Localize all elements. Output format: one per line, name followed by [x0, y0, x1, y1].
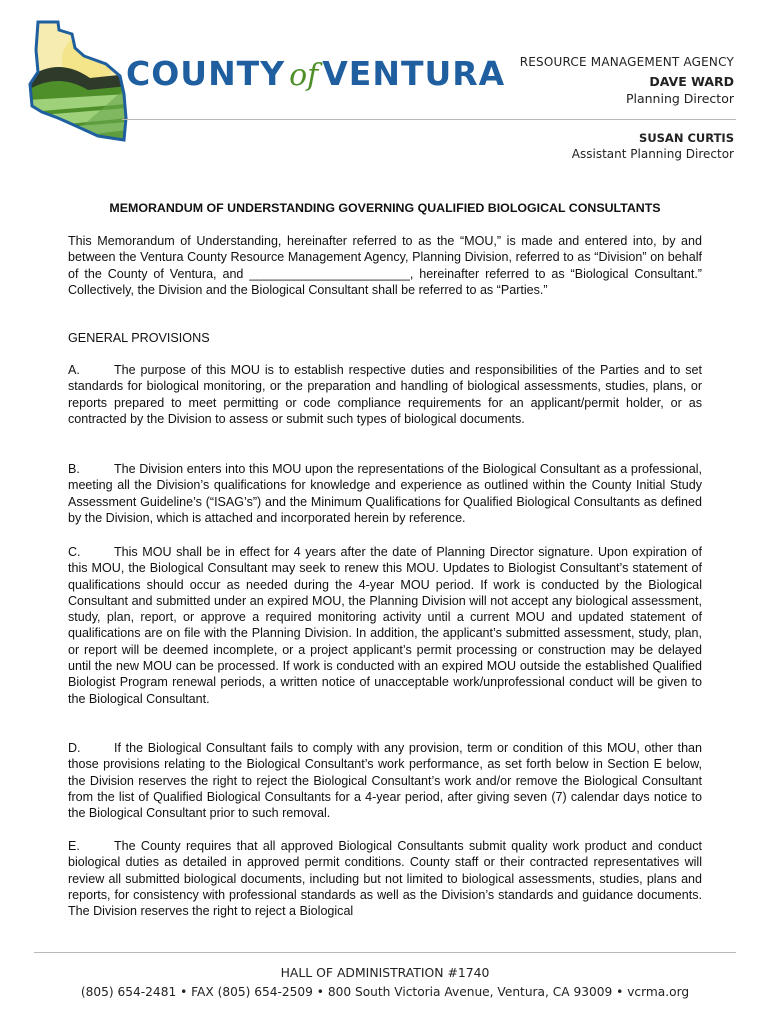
- provision-a: [68, 362, 702, 427]
- assistant-name: SUSAN CURTIS: [639, 131, 734, 145]
- county-map-logo-icon: [28, 20, 128, 142]
- provision-text: The Division enters into this MOU upon the representations of the Biological Consultant as a professional, meeting all the Division’s qualifications for knowledge and experience as outlined within the County Initial Study Assessment Guideline’s (“ISAG’s”) and the Minimum Qualifications for Qualified Biological Consultants as defined by the Division, which is attached and incorporated herein by reference.: [68, 462, 702, 525]
- agency-name: RESOURCE MANAGEMENT AGENCY: [519, 55, 734, 69]
- brand-of: of: [289, 58, 319, 93]
- assistant-title: Assistant Planning Director: [571, 147, 734, 161]
- brand-county: COUNTY: [126, 54, 286, 93]
- provision-d: [68, 740, 702, 821]
- provision-label: B.: [68, 462, 80, 476]
- provision-label: C.: [68, 545, 81, 559]
- provision-text: This MOU shall be in effect for 4 years after the date of Planning Director signature. Upon expiration of this MOU, the Biological Consultant may seek to renew this MOU. Updates to Biologist Consultant’s statement of qualifications should occur as needed during the 4-year MOU period. If work is conducted by the Biological Consultant and submitted under an expired MOU, the Planning Division will not accept any biological assessment, study, plan, report, or approve a required monitoring activity until a current MOU and updated statement of qualifications are on file with the Planning Division. In addition, the applicant’s submitted assessment, study, plan, or report will be deemed incomplete, or a project applicant’s permit processing or construction may be delayed until the new MOU can be processed. If work is conducted with an expired MOU outside the established Qualified Biologist Program renewal periods, a written notice of unacceptable work/unprofessional conduct will be given to the Biological Consultant.: [68, 545, 702, 706]
- document-title: MEMORANDUM OF UNDERSTANDING GOVERNING QUALIFIED BIOLOGICAL CONSULTANTS: [109, 201, 661, 215]
- header-divider: [122, 119, 736, 120]
- provision-text: The County requires that all approved Biological Consultants submit quality work product and conduct biological duties as detailed in approved permit conditions. County staff or their contracted representatives will review all submitted biological documents, including but not limited to biological assessments, studies, plans and reports, for consistency with professional standards as well as the Division’s standards and guidance documents. The Division reserves the right to reject a Biological: [68, 839, 702, 919]
- brand-ventura: VENTURA: [322, 54, 506, 93]
- footer-contact-line: (805) 654-2481 • FAX (805) 654-2509 • 800 South Victoria Avenue, Ventura, CA 93009 • vcrma.org: [80, 985, 690, 999]
- director-title: Planning Director: [625, 91, 734, 106]
- section-heading: GENERAL PROVISIONS: [68, 331, 210, 345]
- footer-address-title: HALL OF ADMINISTRATION #1740: [280, 965, 490, 980]
- county-of-ventura-wordmark: [126, 54, 505, 94]
- provision-c: [68, 544, 702, 707]
- intro-paragraph: This Memorandum of Understanding, hereinafter referred to as the “MOU,” is made and entered into, by and between the Ventura County Resource Management Agency, Planning Division, referred to as “Division” on behalf of the County of Ventura, and _______________________, hereinafter referred to as “Biological Consultant.” Collectively, the Division and the Biological Consultant shall be referred to as “Parties.”: [68, 234, 702, 297]
- provision-e: [68, 838, 702, 919]
- provision-label: A.: [68, 363, 80, 377]
- director-name: DAVE WARD: [649, 74, 734, 89]
- footer-divider: [34, 952, 736, 953]
- provision-label: D.: [68, 741, 81, 755]
- provision-b: [68, 461, 702, 526]
- provision-text: If the Biological Consultant fails to comply with any provision, term or condition of this MOU, other than those provisions relating to the Biological Consultant’s work performance, as set forth below in Section E below, the Division reserves the right to reject the Biological Consultant’s work and/or remove the Biological Consultant from the list of Qualified Biological Consultants for a 4-year period, after giving seven (7) calendar days notice to the Biological Consultant prior to such removal.: [68, 741, 702, 821]
- provision-label: E.: [68, 839, 80, 853]
- provision-text: The purpose of this MOU is to establish respective duties and responsibilities of the Parties and to set standards for biological monitoring, or the preparation and handling of biological assessments, studies, plans, or reports prepared to meet permitting or code compliance requirements for an applicant/permit holder, or as contracted by the Division to assess or submit such types of biological documents.: [68, 363, 702, 426]
